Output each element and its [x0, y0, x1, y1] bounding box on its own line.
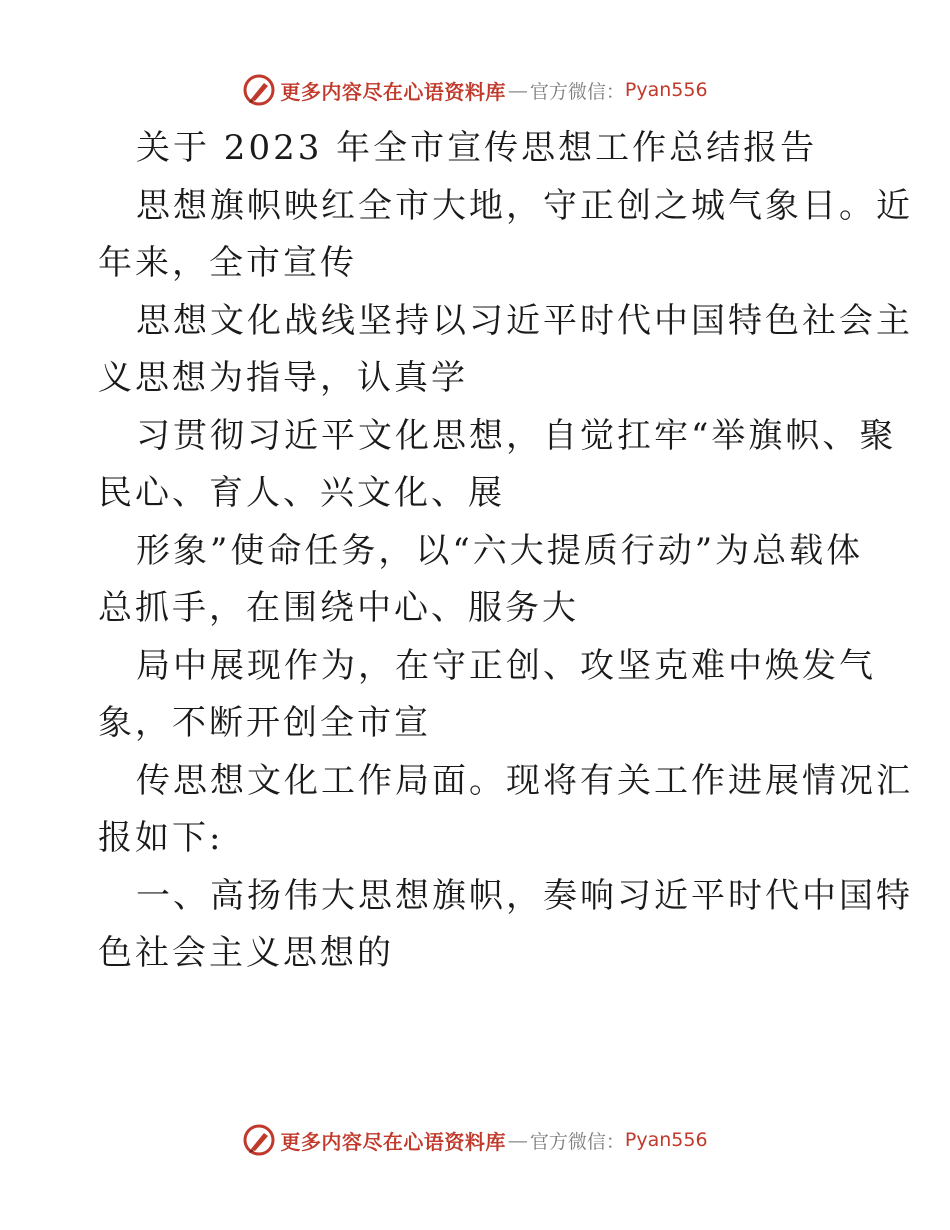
paragraph-line: 民心、育人、兴文化、展 — [98, 473, 505, 513]
watermark-dash: — — [507, 78, 528, 102]
watermark-site-text: 更多内容尽在心语资料库 — [280, 1129, 506, 1154]
footer-watermark — [0, 1120, 950, 1160]
paragraph-line: 思想旗帜映红全市大地，守正创之城气象日。近 — [136, 185, 913, 226]
watermark-contact-label: 官方微信： — [529, 1130, 625, 1153]
section-heading-line: 一、高扬伟大思想旗帜，奏响习近平时代中国特 — [136, 875, 913, 916]
watermark-dash: — — [507, 1128, 528, 1152]
paragraph-line: 总抓手，在围绕中心、服务大 — [98, 588, 579, 628]
document-title: 关于 2023 年全市宣传思想工作总结报告 — [136, 128, 818, 168]
paragraph-line: 习贯彻习近平文化思想，自觉扛牢“举旗帜、聚 — [136, 415, 897, 456]
paragraph-line: 年来，全市宣传 — [98, 243, 357, 283]
watermark-contact-id: Pyan556 — [624, 1129, 708, 1151]
paragraph-line: 思想文化战线坚持以习近平时代中国特色社会主 — [136, 300, 913, 341]
document-body — [98, 120, 913, 983]
paragraph-line: 义思想为指导，认真学 — [98, 358, 468, 398]
watermark-logo-icon — [242, 1123, 276, 1157]
paragraph-line: 报如下: — [98, 818, 224, 858]
paragraph-line: 局中展现作为，在守正创、攻坚克难中焕发气 — [136, 645, 876, 686]
watermark-contact-id: Pyan556 — [624, 79, 708, 101]
watermark-site-text: 更多内容尽在心语资料库 — [280, 79, 506, 104]
paragraph-line: 象，不断开创全市宣 — [98, 703, 431, 743]
paragraph-line: 形象”使命任务，以“六大提质行动”为总载体 — [136, 530, 864, 571]
paragraph-line: 传思想文化工作局面。现将有关工作进展情况汇 — [136, 760, 913, 801]
watermark-logo-icon — [242, 73, 276, 107]
watermark-contact-label: 官方微信： — [529, 80, 625, 103]
header-watermark — [0, 70, 950, 110]
section-heading-line: 色社会主义思想的 — [98, 933, 394, 973]
